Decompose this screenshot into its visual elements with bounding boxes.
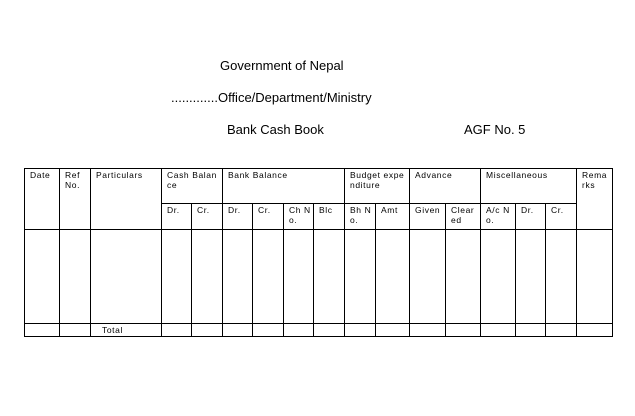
government-title: Government of Nepal: [220, 58, 344, 73]
subheader-advance-cleared: Cleared: [446, 204, 481, 230]
total-cell: [60, 324, 91, 337]
total-cell: [345, 324, 376, 337]
header-budget-expenditure: Budget expenditure: [345, 169, 410, 204]
total-cell: [410, 324, 446, 337]
subheader-misc-cr: Cr.: [546, 204, 577, 230]
total-cell: [314, 324, 345, 337]
total-row: [25, 324, 613, 337]
entry-cell: [481, 230, 516, 324]
subheader-misc-dr: Dr.: [516, 204, 546, 230]
entry-row: [25, 230, 613, 324]
total-cell: [162, 324, 192, 337]
entry-cell: [25, 230, 60, 324]
entry-cell: [223, 230, 253, 324]
subheader-bank-blc: Blc: [314, 204, 345, 230]
header-date: Date: [25, 169, 60, 230]
entry-cell: [162, 230, 192, 324]
total-label: Total: [91, 324, 162, 337]
total-cell: [192, 324, 223, 337]
subheader-misc-ac-no: A/c No.: [481, 204, 516, 230]
entry-cell: [345, 230, 376, 324]
total-cell: [376, 324, 410, 337]
entry-cell: [577, 230, 613, 324]
total-cell: [546, 324, 577, 337]
header-ref-no: Ref No.: [60, 169, 91, 230]
entry-cell: [546, 230, 577, 324]
header-particulars: Particulars: [91, 169, 162, 230]
subheader-bank-dr: Dr.: [223, 204, 253, 230]
subheader-cash-dr: Dr.: [162, 204, 192, 230]
total-cell: [25, 324, 60, 337]
total-cell: [577, 324, 613, 337]
entry-cell: [410, 230, 446, 324]
total-cell: [223, 324, 253, 337]
office-line: .............Office/Department/Ministry: [171, 90, 372, 105]
entry-cell: [60, 230, 91, 324]
entry-cell: [192, 230, 223, 324]
entry-cell: [516, 230, 546, 324]
subheader-budget-amt: Amt: [376, 204, 410, 230]
header-miscellaneous: Miscellaneous: [481, 169, 577, 204]
total-cell: [284, 324, 314, 337]
subheader-budget-bh-no: Bh No.: [345, 204, 376, 230]
header-bank-balance: Bank Balance: [223, 169, 345, 204]
header-remarks: Remarks: [577, 169, 613, 230]
total-cell: [481, 324, 516, 337]
bank-cash-book-table: [24, 168, 613, 337]
subheader-advance-given: Given: [410, 204, 446, 230]
form-number: AGF No. 5: [464, 122, 526, 137]
header-cash-balance: Cash Balance: [162, 169, 223, 204]
total-cell: [516, 324, 546, 337]
total-cell: [446, 324, 481, 337]
book-title: Bank Cash Book: [227, 122, 324, 137]
entry-cell: [314, 230, 345, 324]
total-cell: [253, 324, 284, 337]
subheader-cash-cr: Cr.: [192, 204, 223, 230]
subheader-bank-ch-no: Ch No.: [284, 204, 314, 230]
entry-cell: [284, 230, 314, 324]
entry-cell: [376, 230, 410, 324]
header-advance: Advance: [410, 169, 481, 204]
subheader-bank-cr: Cr.: [253, 204, 284, 230]
entry-cell: [446, 230, 481, 324]
entry-cell: [253, 230, 284, 324]
entry-cell: [91, 230, 162, 324]
